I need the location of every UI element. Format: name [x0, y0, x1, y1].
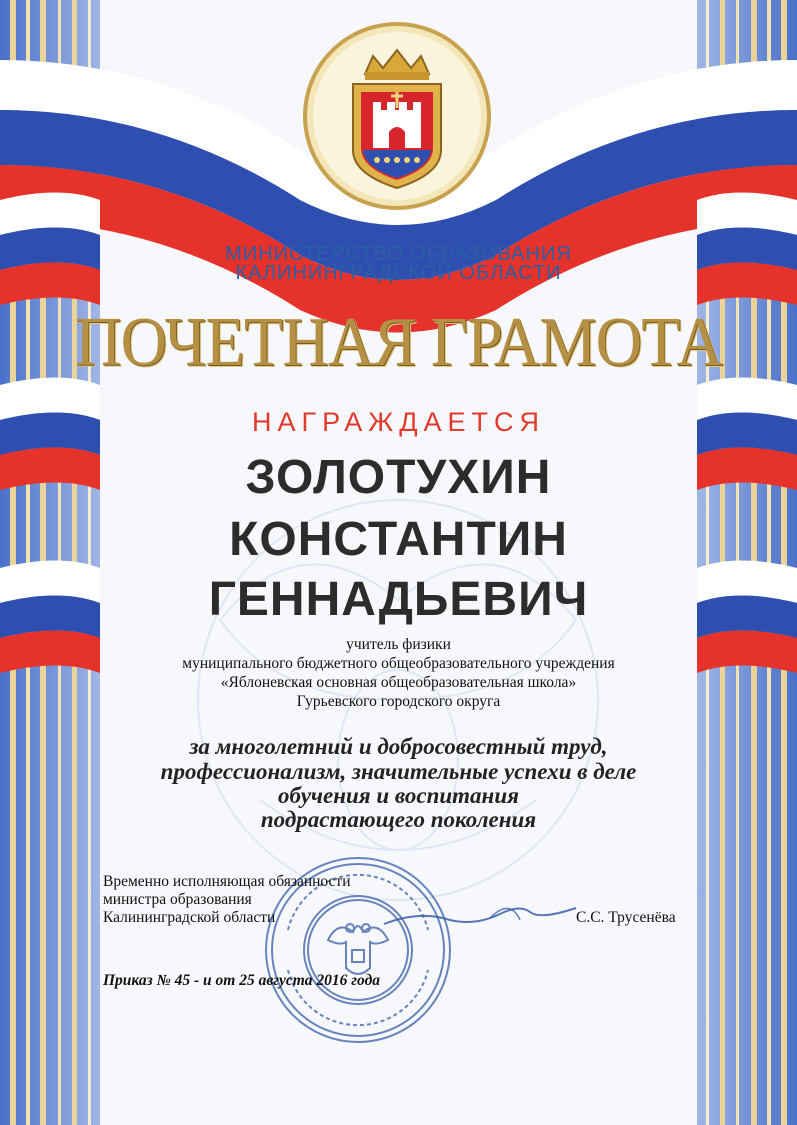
- handwritten-signature-icon: [380, 890, 580, 940]
- signatory-title-line: министра образования: [103, 891, 252, 908]
- position-line: «Яблоневская основная общеобразовательная школа»: [220, 674, 577, 691]
- kaliningrad-coat-of-arms-icon: [303, 22, 491, 210]
- merit-line: профессионализм, значительные успехи в деле: [160, 759, 637, 784]
- order-reference: Приказ № 45 - и от 25 августа 2016 года: [103, 972, 381, 989]
- merit-line: за многолетний и добросовестный труд,: [189, 734, 608, 759]
- recipient-patronymic: ГЕННАДЬЕВИЧ: [208, 573, 589, 626]
- signatory-title-line: Калининградской области: [103, 909, 276, 926]
- position-line: Гурьевского городского округа: [296, 693, 501, 710]
- awarded-label: НАГРАЖДАЕТСЯ: [251, 407, 546, 437]
- certificate-title: ПОЧЕТНАЯ ГРАМОТА: [74, 304, 723, 381]
- signer-name: С.С. Трусенёва: [576, 909, 676, 926]
- position-line: муниципального бюджетного общеобразовательного учреждения: [182, 655, 615, 672]
- recipient-first-name: КОНСТАНТИН: [229, 513, 568, 566]
- issuer-line-2: КАЛИНИНГРАДСКОЙ ОБЛАСТИ: [235, 262, 562, 284]
- position-line: учитель физики: [346, 636, 451, 653]
- merit-line: подрастающего поколения: [260, 807, 537, 832]
- merit-line: обучения и воспитания: [278, 783, 519, 808]
- issuer-line-1: МИНИСТЕРСТВО ОБРАЗОВАНИЯ: [225, 243, 572, 265]
- recipient-surname: ЗОЛОТУХИН: [245, 451, 552, 504]
- signatory-title-line: Временно исполняющая обязанности: [103, 873, 351, 890]
